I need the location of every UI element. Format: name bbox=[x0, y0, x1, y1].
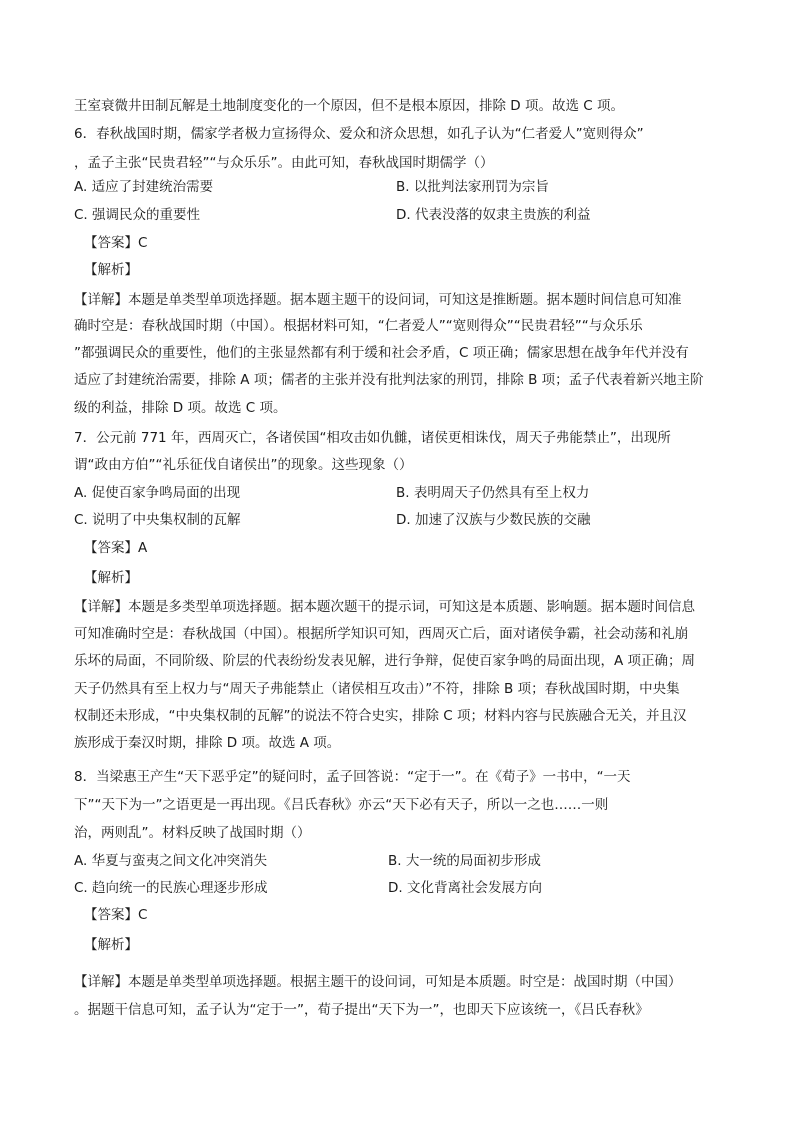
q7-analysis-label: 【解析】 bbox=[84, 570, 138, 586]
q8-option-b: B. 大一统的局面初步形成 bbox=[388, 853, 541, 869]
q7-option-c: C. 说明了中央集权制的瓦解 bbox=[74, 512, 241, 528]
q6-detail-line-3: ”都强调民众的重要性，他们的主张显然都有利于缓和社会矛盾，C 项正确；儒家思想在战争年代并没有 bbox=[74, 345, 689, 361]
q8-option-a: A. 华夏与蛮夷之间文化冲突消失 bbox=[74, 853, 268, 869]
q7-detail-line-2: 可知准确时空是：春秋战国（中国）。根据所学知识可知，西周灭亡后，面对诸侯争霸，社会动荡和礼崩 bbox=[74, 626, 689, 642]
q6-option-a: A. 适应了封建统治需要 bbox=[74, 179, 214, 195]
q6-option-b: B. 以批判法家刑罚为宗旨 bbox=[396, 179, 549, 195]
q8-analysis-label: 【解析】 bbox=[84, 937, 138, 953]
q7-detail-line-3: 乐坏的局面，不同阶级、阶层的代表纷纷发表见解，进行争辩，促使百家争鸣的局面出现，A 项正确；周 bbox=[74, 653, 696, 669]
q7-detail-line-1: 【详解】本题是多类型单项选择题。据本题次题干的提示词，可知这是本质题、影响题。据本题时间信息 bbox=[74, 599, 695, 615]
q7-detail-line-6: 族形成于秦汉时期，排除 D 项。故选 A 项。 bbox=[74, 735, 341, 751]
q7-answer bbox=[84, 538, 147, 558]
q6-detail-line-1: 【详解】本题是单类型单项选择题。据本题主题干的设问词，可知这是推断题。据本题时间信息可知准 bbox=[74, 292, 682, 308]
q7-option-d: D. 加速了汉族与少数民族的交融 bbox=[396, 512, 591, 528]
q8-detail-line-2: 。据题干信息可知，孟子认为“定于一”，荀子提出“天下为一”，也即天下应该统一，《吕氏春秋》 bbox=[74, 1002, 649, 1018]
q6-answer-label: 【答案】 bbox=[84, 235, 138, 251]
q8-answer-value: C bbox=[138, 907, 148, 923]
q6-detail-line-5: 级的利益，排除 D 项。故选 C 项。 bbox=[74, 400, 287, 416]
q7-option-b: B. 表明周天子仍然具有至上权力 bbox=[396, 485, 590, 501]
q7-detail-line-5: 权制还未形成，“中央集权制的瓦解”的说法不符合史实，排除 C 项；材料内容与民族融合无关，并且汉 bbox=[74, 708, 687, 724]
intro-text: 王室衰微井田制瓦解是土地制度变化的一个原因，但不是根本原因，排除 D 项。故选 C 项。 bbox=[74, 98, 624, 114]
q8-stem-line-3: 治，两则乱”。材料反映了战国时期（） bbox=[74, 825, 311, 841]
q8-option-d: D. 文化背离社会发展方向 bbox=[388, 880, 542, 896]
q8-option-c: C. 趋向统一的民族心理逐步形成 bbox=[74, 880, 268, 896]
q6-detail-line-2: 确时空是：春秋战国时期（中国）。根据材料可知，“仁者爱人”“宽则得众”“民贵君轻”“与众乐乐 bbox=[74, 318, 643, 334]
q7-detail-line-4: 天子仍然具有至上权力与“周天子弗能禁止（诸侯相互攻击）”不符，排除 B 项；春秋战国时期，中央集 bbox=[74, 681, 680, 697]
q6-option-c: C. 强调民众的重要性 bbox=[74, 207, 201, 223]
q8-detail-line-1: 【详解】本题是单类型单项选择题。根据主题干的设问词，可知是本质题。时空是：战国时期（中国） bbox=[74, 974, 682, 990]
q6-answer bbox=[84, 233, 147, 253]
q7-stem-line-2: 谓“政由方伯”“礼乐征伐自诸侯出”的现象。这些现象（） bbox=[74, 457, 413, 473]
q7-answer-value: A bbox=[138, 540, 148, 556]
q7-option-a: A. 促使百家争鸣局面的出现 bbox=[74, 485, 241, 501]
q6-answer-value: C bbox=[138, 235, 148, 251]
q6-analysis-label: 【解析】 bbox=[84, 262, 138, 278]
q8-stem-line-2: 下”“天下为一”之语更是一再出现。《吕氏春秋》亦云“天下必有天子，所以一之也……一则 bbox=[74, 797, 609, 813]
q7-answer-label: 【答案】 bbox=[84, 540, 138, 556]
q6-stem-line-2: ，孟子主张“民贵君轻”“与众乐乐”。由此可知，春秋战国时期儒学（） bbox=[74, 155, 494, 171]
q7-stem-line-1: 7．公元前 771 年，西周灭亡，各诸侯国“相攻击如仇雠，诸侯更相诛伐，周天子弗能禁止”，出现所 bbox=[74, 430, 671, 446]
q8-answer bbox=[84, 905, 147, 925]
q8-stem-line-1: 8．当梁惠王产生“天下恶乎定”的疑问时，孟子回答说：“定于一”。在《荀子》一书中，“一天 bbox=[74, 769, 631, 785]
q6-detail-line-4: 适应了封建统治需要，排除 A 项；儒者的主张并没有批判法家的刑罚，排除 B 项；孟子代表着新兴地主阶 bbox=[74, 372, 704, 388]
q8-answer-label: 【答案】 bbox=[84, 907, 138, 923]
q6-stem-line-1: 6．春秋战国时期，儒家学者极力宣扬得众、爱众和济众思想，如孔子认为“仁者爱人”宽则得众” bbox=[74, 126, 644, 142]
q6-option-d: D. 代表没落的奴隶主贵族的利益 bbox=[396, 207, 591, 223]
